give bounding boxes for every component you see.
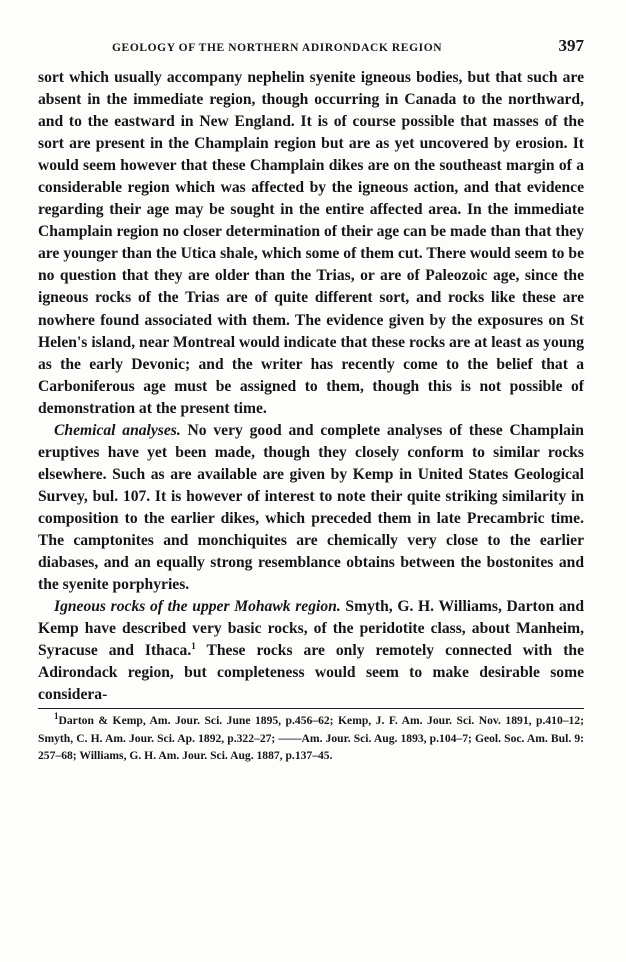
- paragraph-3-text-a: Smyth, G. H. Williams, Darton and Kemp have described very basic rocks, of the peridotite class, about Manheim, Syracuse and Ithaca.: [38, 598, 585, 660]
- chemical-analyses-heading: Chemical analyses.: [54, 421, 181, 439]
- running-head: GEOLOGY OF THE NORTHERN ADIRONDACK REGION: [112, 42, 443, 54]
- footnote-reference: 1: [191, 641, 196, 652]
- footnote: [38, 709, 584, 764]
- paragraph-3: [38, 596, 584, 706]
- page-header: [38, 36, 584, 66]
- paragraph-2: [38, 420, 584, 596]
- paragraph-2-text: No very good and complete analyses of these Champlain eruptives have yet been made, though they closely conform to similar rocks elsewhere. Such as are available are given by Kemp in United States Geological Survey, bul. 107. It is however of interest to note their quite striking similarity in composition to the earlier dikes, which preceded them in late Precambric time. The camptonites and monchiquites are chemically very close to the earlier diabases, and an equally strong resemblance obtains between the bostonites and the syenite porphyries.: [38, 421, 584, 594]
- body-text: [38, 67, 584, 706]
- igneous-rocks-heading: Igneous rocks of the upper Mohawk region.: [54, 598, 341, 616]
- footnote-marker: 1: [54, 711, 59, 722]
- footnote-text: Darton & Kemp, Am. Jour. Sci. June 1895, p.456–62; Kemp, J. F. Am. Jour. Sci. Nov. 1891, p.410–12; Smyth, C. H. Am. Jour. Sci. Ap. 1892, p.322–27; ——Am. Jour. Sci. Aug. 1893, p.104–7; Geol. Soc. Am. Bul. 9: 257–68; Williams, G. H. Am. Jour. Sci. Aug. 1887, p.137–45.: [38, 714, 584, 762]
- page-number: 397: [558, 36, 584, 55]
- paragraph-1: sort which usually accompany nephelin syenite igneous bodies, but that such are absent in the immediate region, though occurring in Canada to the northward, and to the eastward in New England. It is of course possible that masses of the sort are present in the Champlain region but are as yet uncovered by erosion. It would seem however that these Champlain dikes are on the southeast margin of a considerable region which was affected by the igneous action, and that evidence regarding their age may be sought in the entire affected area. In the immediate Champlain region no closer determination of their age can be made than that they are younger than the Utica shale, which some of them cut. There would seem to be no question that they are older than the Trias, or are of Paleozoic age, since the igneous rocks of the Trias are of quite different sort, and rocks like these are nowhere found associated with them. The evidence given by the exposures on St Helen's island, near Montreal would indicate that these rocks are at least as young as the early Devonic; and the writer has recently come to the belief that a Carboniferous age must be assigned to them, though this is not possible of demonstration at the present time.: [38, 69, 584, 417]
- paragraph-3-text-b: These rocks are only remotely connected with the Adirondack region, but completeness would seem to make desirable some considera-: [38, 642, 584, 704]
